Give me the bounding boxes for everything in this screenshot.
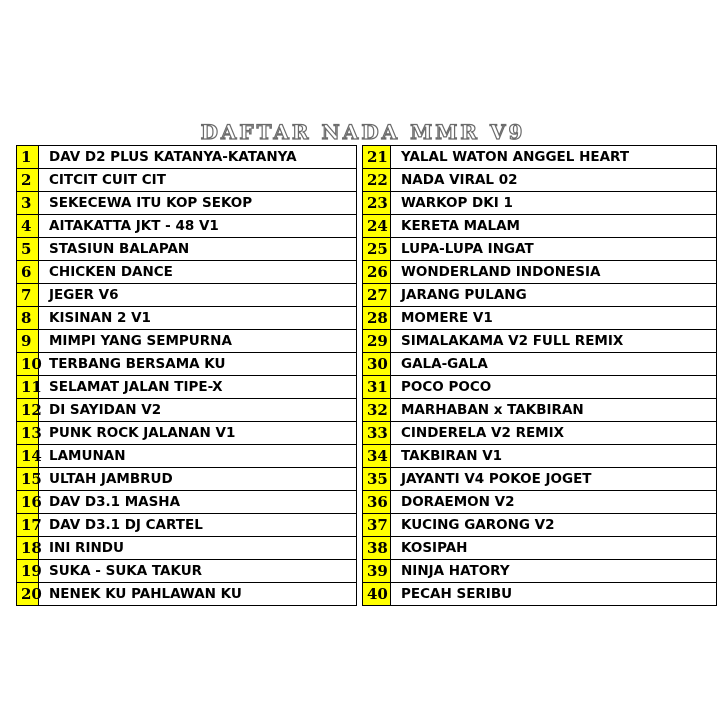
- left-song-number: 7: [17, 284, 39, 307]
- right-song-number: 29: [363, 330, 391, 353]
- left-song-number: 16: [17, 491, 39, 514]
- right-song-number: 24: [363, 215, 391, 238]
- left-song-title: DAV D2 PLUS KATANYA-KATANYA: [39, 146, 357, 169]
- left-song-title: JEGER V6: [39, 284, 357, 307]
- right-song-number: 23: [363, 192, 391, 215]
- right-song-title: MARHABAN x TAKBIRAN: [391, 399, 717, 422]
- left-song-number: 19: [17, 560, 39, 583]
- right-song-title: KUCING GARONG V2: [391, 514, 717, 537]
- table-row: [17, 422, 717, 445]
- right-song-number: 33: [363, 422, 391, 445]
- right-song-number: 27: [363, 284, 391, 307]
- right-song-title: KERETA MALAM: [391, 215, 717, 238]
- right-song-title: GALA-GALA: [391, 353, 717, 376]
- table-row: [17, 537, 717, 560]
- left-song-title: CITCIT CUIT CIT: [39, 169, 357, 192]
- right-song-number: 22: [363, 169, 391, 192]
- right-song-title: JARANG PULANG: [391, 284, 717, 307]
- left-song-title: DAV D3.1 DJ CARTEL: [39, 514, 357, 537]
- right-song-number: 30: [363, 353, 391, 376]
- right-song-number: 39: [363, 560, 391, 583]
- table-row: [17, 491, 717, 514]
- left-song-title: INI RINDU: [39, 537, 357, 560]
- left-song-title: SELAMAT JALAN TIPE-X: [39, 376, 357, 399]
- right-song-number: 37: [363, 514, 391, 537]
- left-song-number: 5: [17, 238, 39, 261]
- right-song-number: 38: [363, 537, 391, 560]
- right-song-number: 25: [363, 238, 391, 261]
- left-song-number: 17: [17, 514, 39, 537]
- right-song-title: POCO POCO: [391, 376, 717, 399]
- left-song-title: TERBANG BERSAMA KU: [39, 353, 357, 376]
- left-song-number: 11: [17, 376, 39, 399]
- right-song-title: WONDERLAND INDONESIA: [391, 261, 717, 284]
- right-song-number: 21: [363, 146, 391, 169]
- left-song-number: 6: [17, 261, 39, 284]
- left-song-title: KISINAN 2 V1: [39, 307, 357, 330]
- right-song-title: YALAL WATON ANGGEL HEART: [391, 146, 717, 169]
- table-row: [17, 376, 717, 399]
- left-song-title: STASIUN BALAPAN: [39, 238, 357, 261]
- table-row: [17, 284, 717, 307]
- table-row: [17, 583, 717, 606]
- right-song-number: 26: [363, 261, 391, 284]
- right-song-title: KOSIPAH: [391, 537, 717, 560]
- table-row: [17, 238, 717, 261]
- right-song-number: 36: [363, 491, 391, 514]
- left-song-title: DI SAYIDAN V2: [39, 399, 357, 422]
- table-row: [17, 307, 717, 330]
- right-song-title: MOMERE V1: [391, 307, 717, 330]
- left-song-number: 8: [17, 307, 39, 330]
- left-song-number: 18: [17, 537, 39, 560]
- table-row: [17, 353, 717, 376]
- left-song-number: 2: [17, 169, 39, 192]
- right-song-title: CINDERELA V2 REMIX: [391, 422, 717, 445]
- left-song-title: ULTAH JAMBRUD: [39, 468, 357, 491]
- left-song-number: 10: [17, 353, 39, 376]
- left-song-title: DAV D3.1 MASHA: [39, 491, 357, 514]
- table-row: [17, 215, 717, 238]
- table-row: [17, 468, 717, 491]
- right-song-title: DORAEMON V2: [391, 491, 717, 514]
- right-song-number: 28: [363, 307, 391, 330]
- left-song-number: 3: [17, 192, 39, 215]
- left-song-number: 1: [17, 146, 39, 169]
- left-song-title: PUNK ROCK JALANAN V1: [39, 422, 357, 445]
- table-row: [17, 399, 717, 422]
- left-song-title: LAMUNAN: [39, 445, 357, 468]
- left-song-number: 14: [17, 445, 39, 468]
- left-song-number: 4: [17, 215, 39, 238]
- song-list-table: [16, 145, 717, 606]
- table-row: [17, 560, 717, 583]
- right-song-number: 31: [363, 376, 391, 399]
- right-song-number: 34: [363, 445, 391, 468]
- right-song-title: NINJA HATORY: [391, 560, 717, 583]
- table-row: [17, 445, 717, 468]
- left-song-title: MIMPI YANG SEMPURNA: [39, 330, 357, 353]
- right-song-title: WARKOP DKI 1: [391, 192, 717, 215]
- left-song-title: AITAKATTA JKT - 48 V1: [39, 215, 357, 238]
- left-song-number: 12: [17, 399, 39, 422]
- left-song-title: SUKA - SUKA TAKUR: [39, 560, 357, 583]
- left-song-title: NENEK KU PAHLAWAN KU: [39, 583, 357, 606]
- table-row: [17, 330, 717, 353]
- right-song-title: JAYANTI V4 POKOE JOGET: [391, 468, 717, 491]
- right-song-title: PECAH SERIBU: [391, 583, 717, 606]
- table-row: [17, 192, 717, 215]
- song-list-body: [17, 146, 717, 606]
- left-song-number: 20: [17, 583, 39, 606]
- right-song-title: LUPA-LUPA INGAT: [391, 238, 717, 261]
- right-song-number: 35: [363, 468, 391, 491]
- right-song-title: TAKBIRAN V1: [391, 445, 717, 468]
- page-title: DAFTAR NADA MMR V9: [200, 120, 526, 144]
- right-song-number: 40: [363, 583, 391, 606]
- table-row: [17, 146, 717, 169]
- left-song-number: 13: [17, 422, 39, 445]
- left-song-title: SEKECEWA ITU KOP SEKOP: [39, 192, 357, 215]
- table-row: [17, 169, 717, 192]
- left-song-number: 15: [17, 468, 39, 491]
- right-song-title: SIMALAKAMA V2 FULL REMIX: [391, 330, 717, 353]
- table-row: [17, 261, 717, 284]
- table-row: [17, 514, 717, 537]
- right-song-number: 32: [363, 399, 391, 422]
- left-song-title: CHICKEN DANCE: [39, 261, 357, 284]
- left-song-number: 9: [17, 330, 39, 353]
- right-song-title: NADA VIRAL 02: [391, 169, 717, 192]
